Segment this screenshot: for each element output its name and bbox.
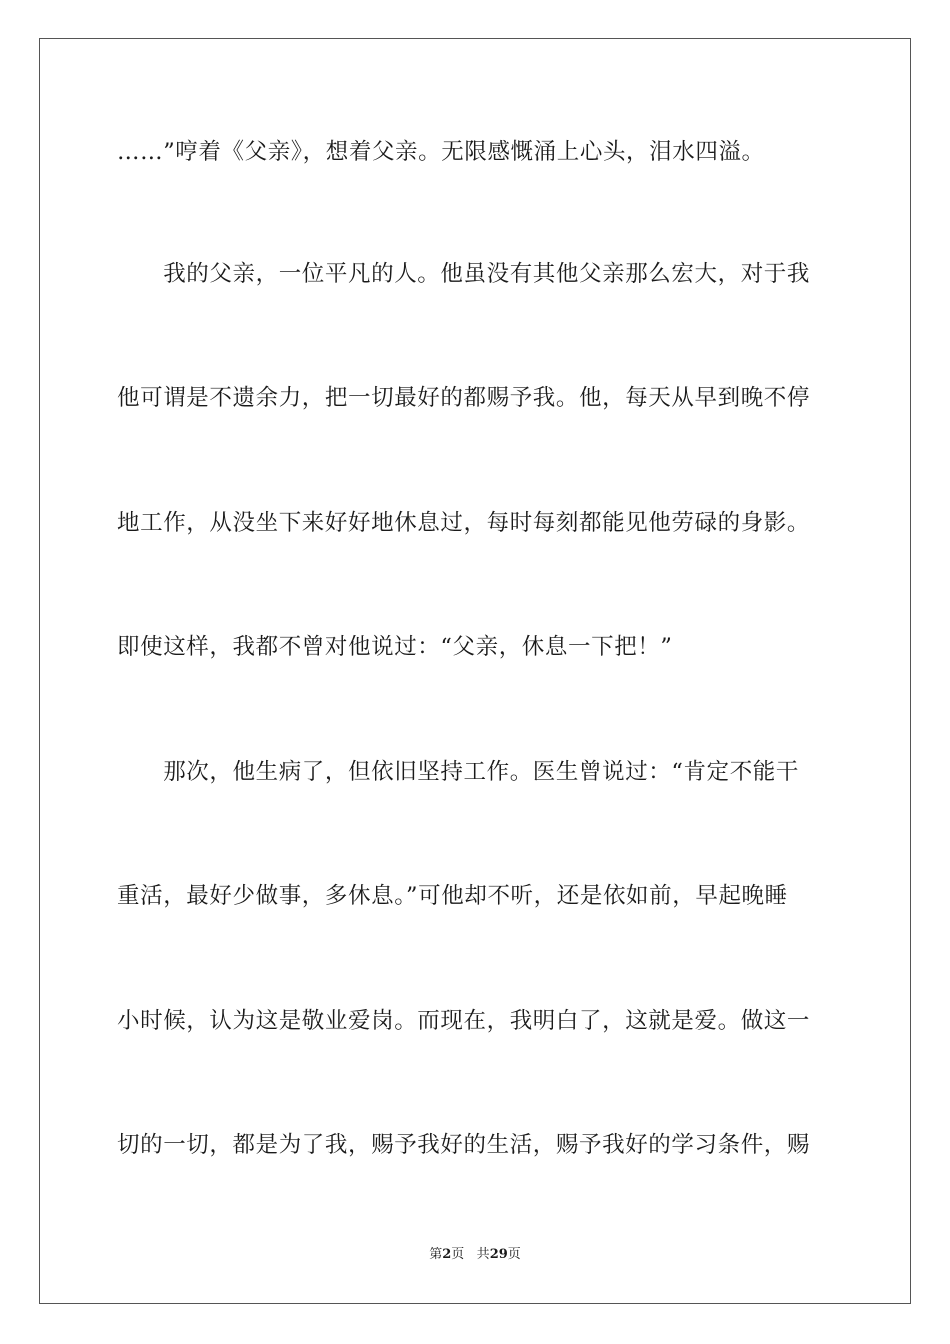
page-border <box>39 38 911 1304</box>
text-line: 重活，最好少做事，多休息。”可他却不听，还是依如前，早起晚睡 <box>117 883 788 909</box>
text-line: 切的一切，都是为了我，赐予我好的生活，赐予我好的学习条件，赐 <box>117 1132 811 1158</box>
page-suffix: 页 <box>451 1247 465 1262</box>
text-line: 我的父亲，一位平凡的人。他虽没有其他父亲那么宏大，对于我 <box>117 261 811 287</box>
total-pages: 29 <box>489 1247 508 1262</box>
total-suffix: 页 <box>507 1247 521 1262</box>
text-line: 地工作，从没坐下来好好地休息过，每时每刻都能见他劳碌的身影。 <box>117 510 811 536</box>
text-line: 小时候，认为这是敬业爱岗。而现在，我明白了，这就是爱。做这一 <box>117 1008 811 1034</box>
total-prefix: 共 <box>476 1247 490 1262</box>
page-number: 2 <box>442 1247 452 1262</box>
page-prefix: 第 <box>429 1247 443 1262</box>
text-line: 那次，他生病了，但依旧坚持工作。医生曾说过：“肯定不能干 <box>117 759 800 785</box>
text-line: ……”哼着《父亲》，想着父亲。无限感慨涌上心头，泪水四溢。 <box>117 139 765 165</box>
text-line: 即使这样，我都不曾对他说过：“父亲，休息一下把！” <box>117 634 673 660</box>
page-footer <box>0 1247 950 1263</box>
text-line: 他可谓是不遗余力，把一切最好的都赐予我。他，每天从早到晚不停 <box>117 385 811 411</box>
